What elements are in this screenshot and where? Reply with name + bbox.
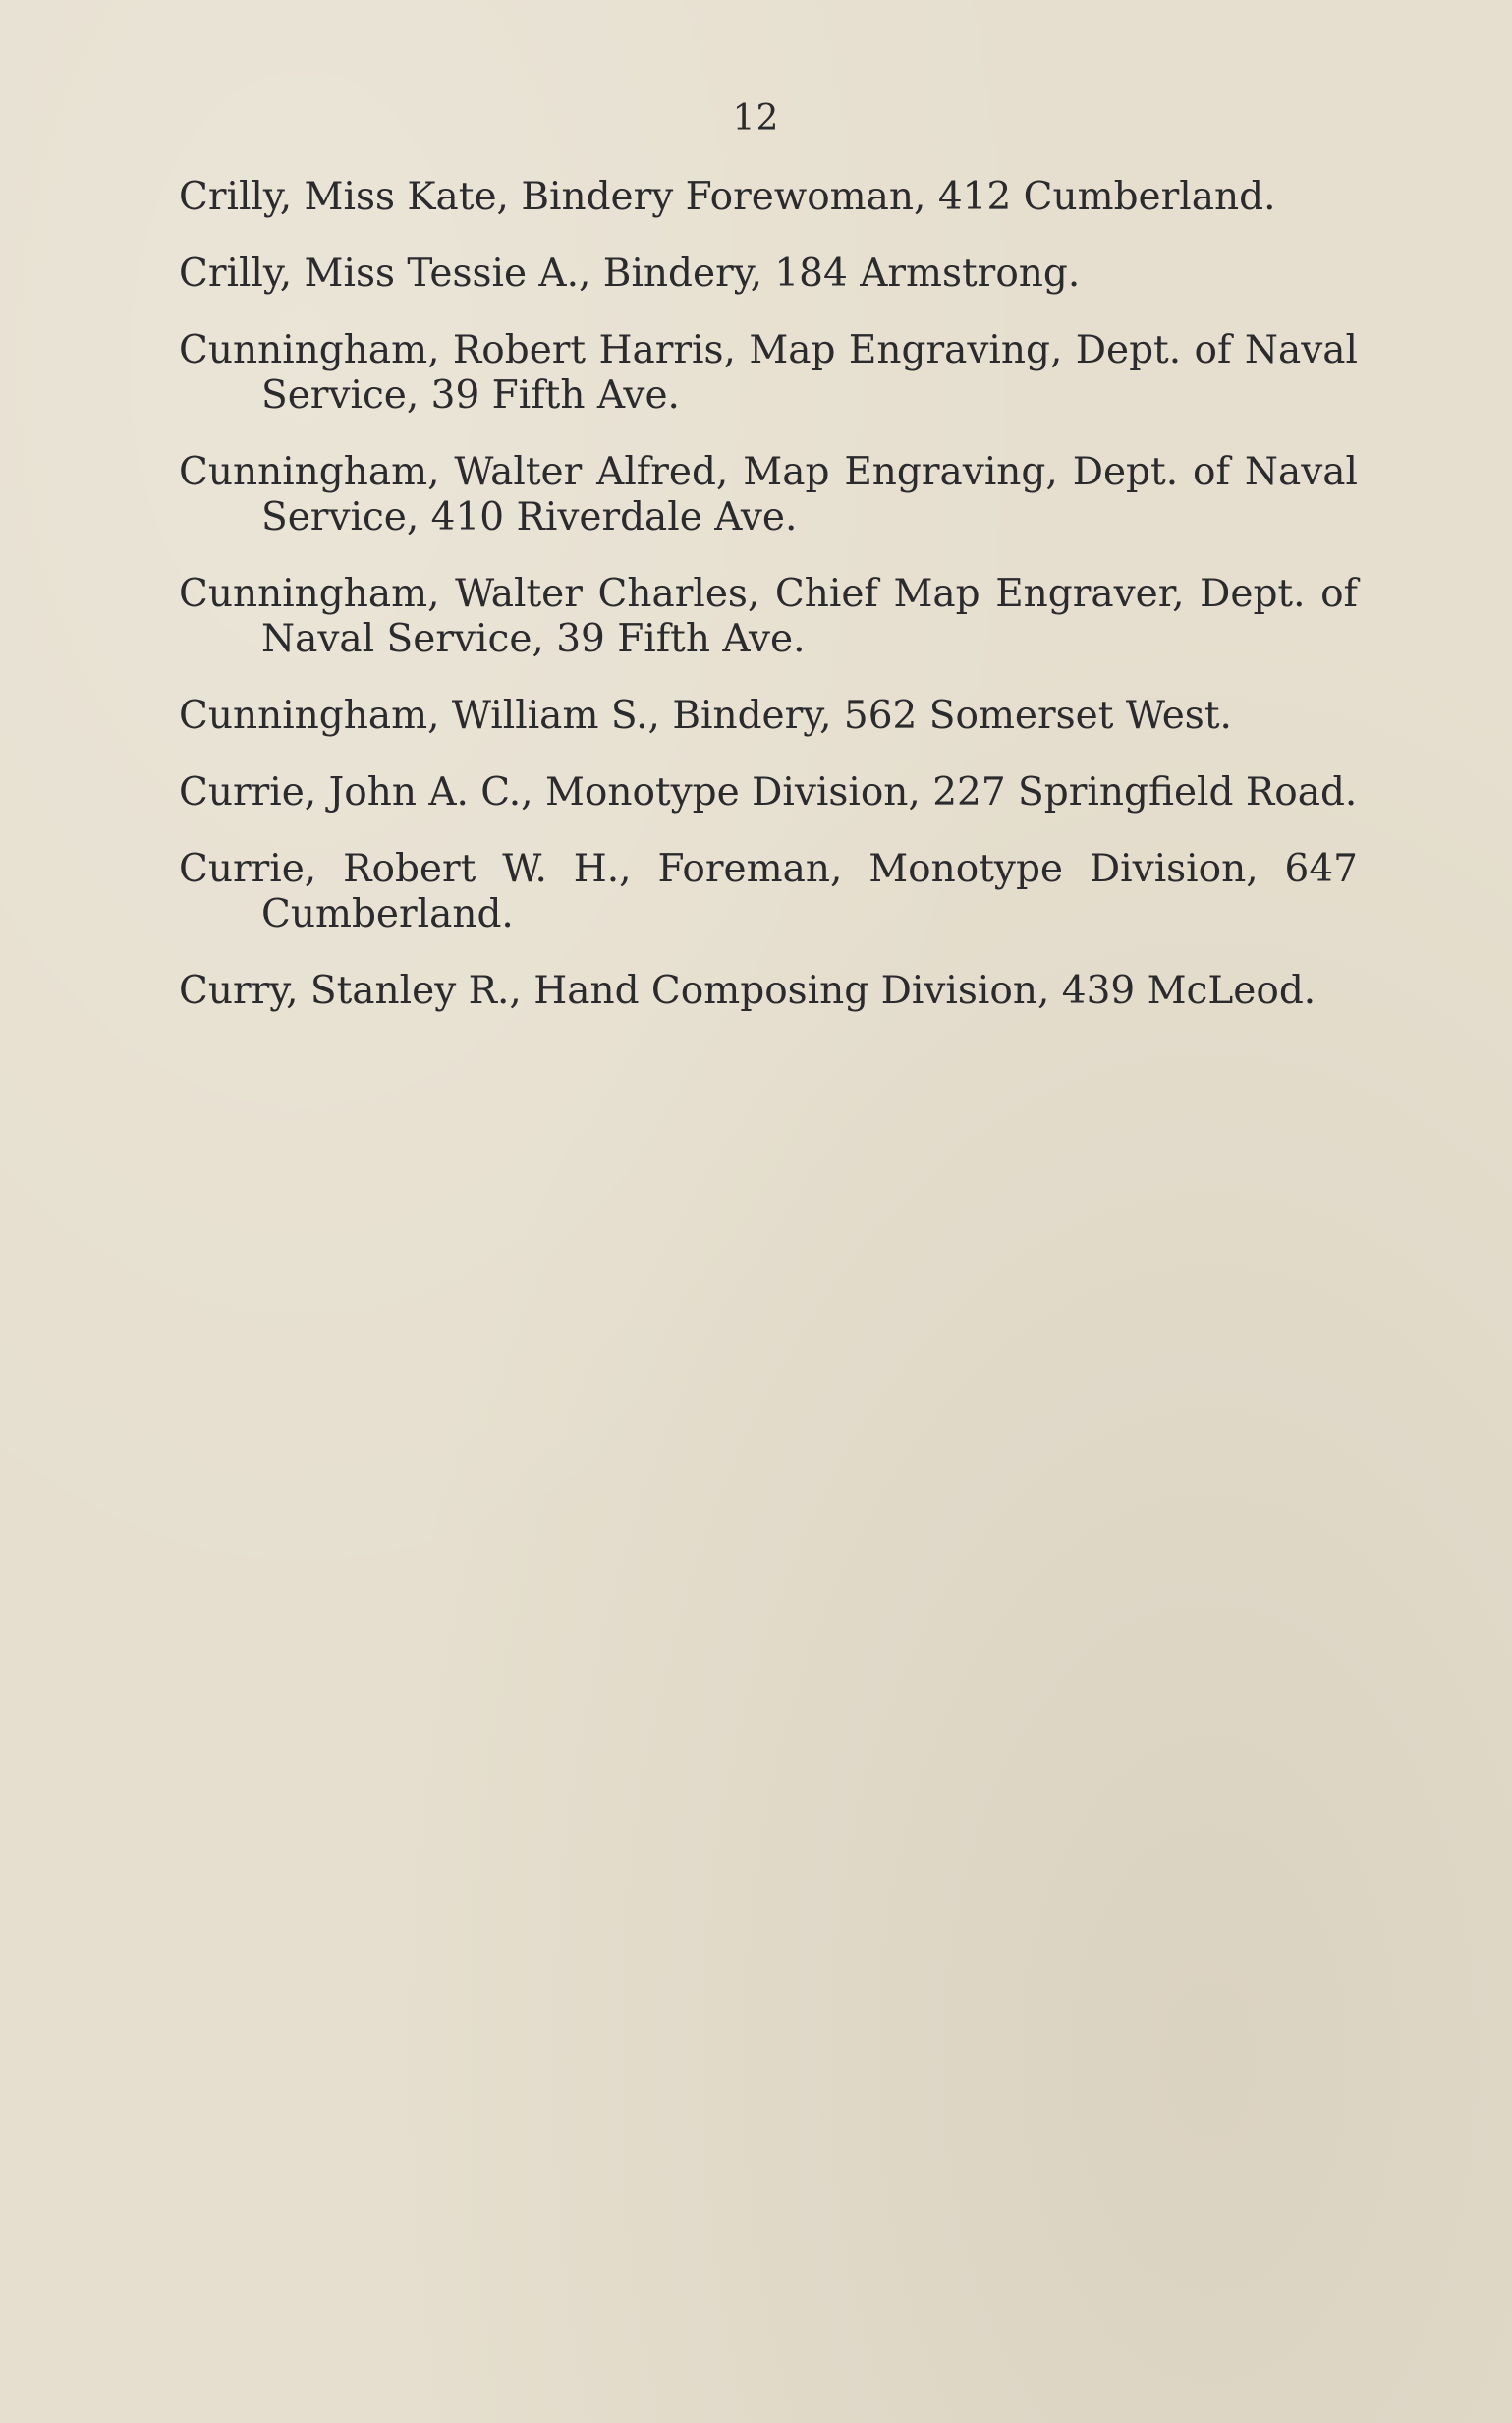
directory-entry: Cunningham, Walter Alfred, Map Engraving, Dept. of Naval Service, 410 Riverdale Ave.	[179, 450, 1358, 539]
directory-entries	[179, 175, 1358, 1045]
page-number: 12	[732, 98, 780, 139]
directory-entry: Currie, John A. C., Monotype Division, 227 Springfield Road.	[179, 770, 1358, 815]
directory-entry: Cunningham, William S., Bindery, 562 Somerset West.	[179, 694, 1232, 738]
directory-entry: Crilly, Miss Kate, Bindery Forewoman, 412 Cumberland.	[179, 175, 1276, 219]
directory-entry: Cunningham, Walter Charles, Chief Map Engraver, Dept. of Naval Service, 39 Fifth Ave.	[179, 572, 1358, 661]
directory-entry: Crilly, Miss Tessie A., Bindery, 184 Armstrong.	[179, 252, 1081, 296]
directory-entry: Currie, Robert W. H., Foreman, Monotype Division, 647 Cumberland.	[179, 847, 1358, 936]
directory-entry: Curry, Stanley R., Hand Composing Division, 439 McLeod.	[179, 969, 1316, 1013]
directory-entry: Cunningham, Robert Harris, Map Engraving, Dept. of Naval Service, 39 Fifth Ave.	[179, 328, 1358, 418]
